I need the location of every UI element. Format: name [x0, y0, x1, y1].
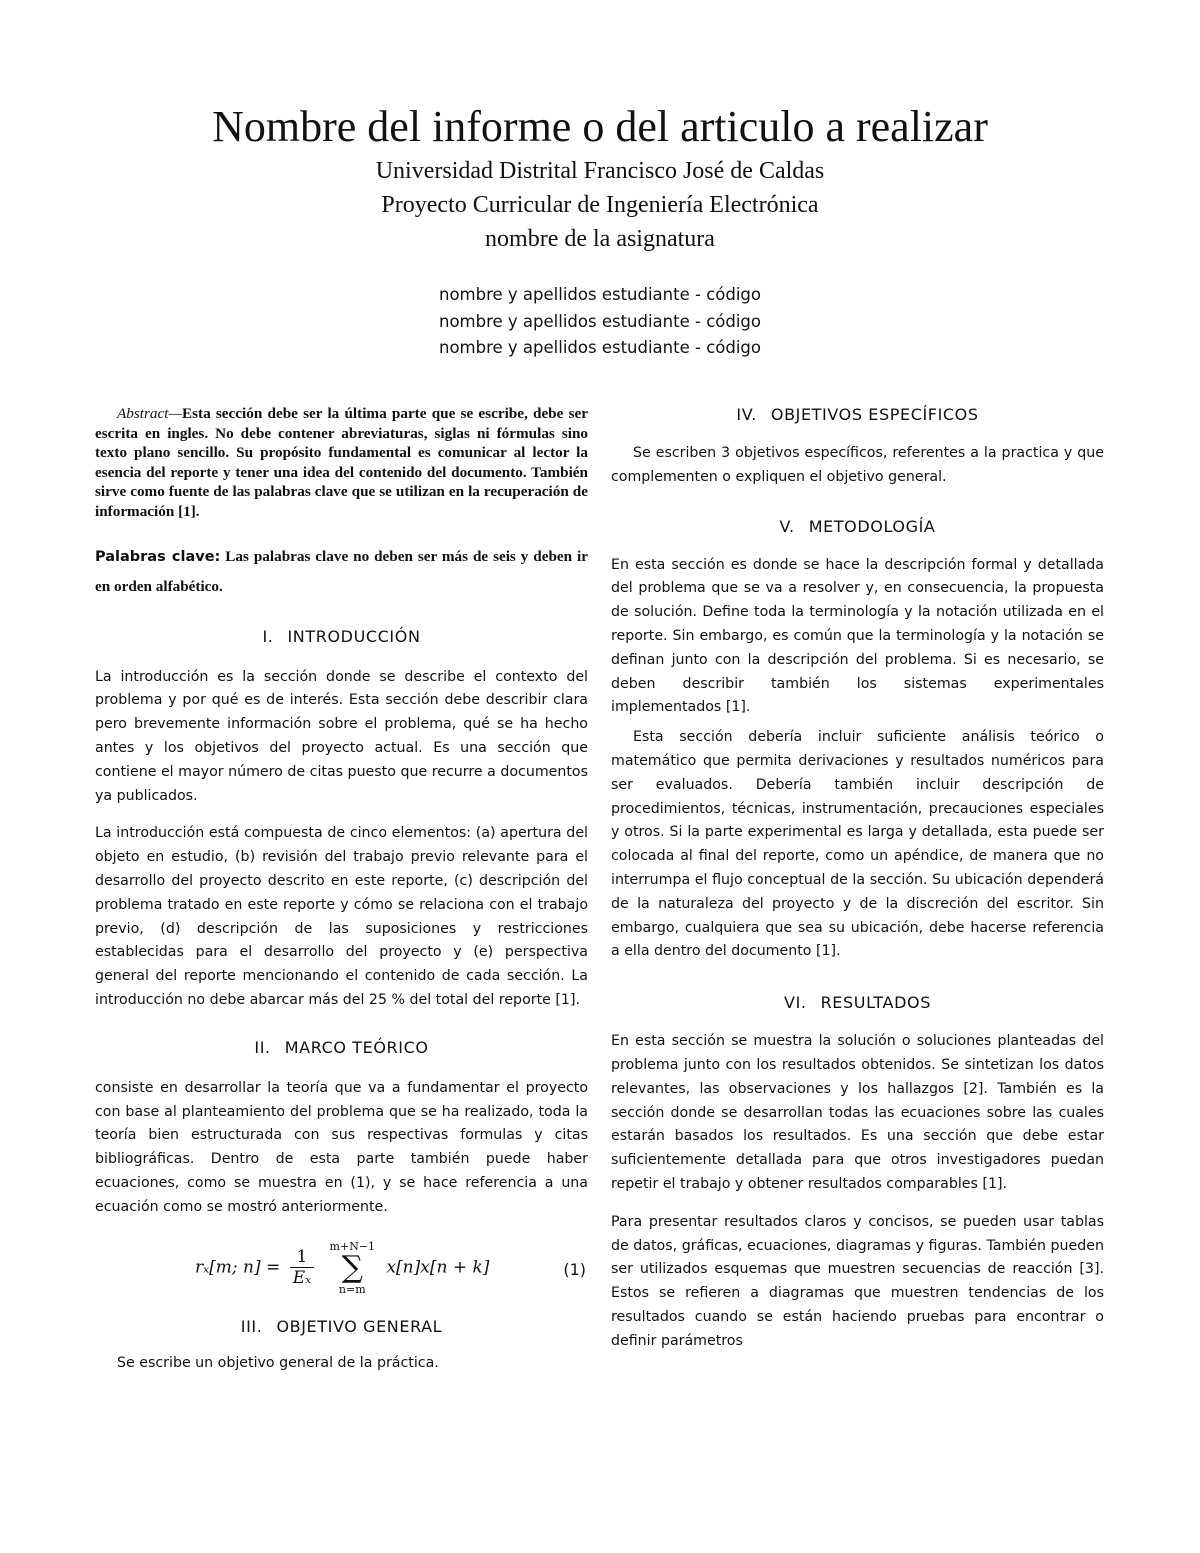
section-number: IV.	[736, 405, 757, 424]
section-heading-metodologia	[611, 516, 1104, 538]
paper-header	[0, 100, 1200, 256]
fraction-denominator: Eₓ	[292, 1268, 312, 1288]
section-title: RESULTADOS	[820, 993, 931, 1013]
metodologia-paragraph-2: Esta sección debería incluir suficiente análisis teórico o matemático que permita derivaciones y resultados numéricos para ser evaluados. Debería también incluir descripción de procedimientos, técnicas, instrumentación, precauciones especiales y otros. Si la parte experimental es larga y detallada, esta puede ser colocada al final del reporte, como un apéndice, de manera que no interrumpa el flujo conceptual de la sección. Su ubicación dependerá de la naturaleza del proyecto y de la discreción del escritor. Sin embargo, cualquiera que sea su ubicación, debe hacerse referencia a ella dentro del documento [1].	[611, 729, 1104, 960]
section-title: INTRODUCCIÓN	[287, 626, 421, 646]
summation	[330, 1240, 376, 1296]
program-name: Proyecto Curricular de Ingeniería Electrónica	[381, 192, 819, 218]
author-1: nombre y apellidos estudiante - código	[439, 285, 761, 304]
author-list	[0, 282, 1200, 362]
section-number: I.	[262, 626, 274, 646]
section-title: OBJETIVO GENERAL	[276, 1316, 443, 1336]
section-number: VI.	[784, 993, 807, 1013]
left-column	[95, 404, 588, 1375]
university-name: Universidad Distrital Francisco José de Caldas	[375, 158, 825, 184]
section-heading-intro	[95, 626, 588, 648]
section-title: MARCO TEÓRICO	[284, 1037, 429, 1057]
resultados-paragraph-1: En esta sección se muestra la solución o soluciones planteadas del problema junto con los resultados obtenidos. Se sintetizan los datos relevantes, las observaciones y los hallazgos [2]. También es la sección donde se desarrollan todas las ecuaciones sobre las cuales estarán basados los resultados. Es una sección que debe estar suficientemente detallada para que otros investigadores puedan repetir el trabajo y obtener resultados comparables [1].	[611, 1033, 1104, 1192]
section-number: V.	[779, 516, 795, 536]
fraction-numerator: 1	[290, 1247, 314, 1268]
intro-paragraph-1: La introducción es la sección donde se describe el contexto del problema y por qué es de interés. Esta sección debe describir clara pero brevemente información sobre el problema, qué se ha hecho antes y los objetivos del proyecto actual. Es una sección que contiene el mayor número de citas puesto que recurre a documentos ya publicados.	[95, 668, 588, 804]
equation-lhs: rₓ[m; n] =	[195, 1257, 281, 1277]
resultados-paragraph-2: Para presentar resultados claros y concisos, se pueden usar tablas de datos, gráficas, ecuaciones, diagramas y figuras. También pueden ser utilizados esquemas que muestren secuencias de reacción [3]. Estos se refieren a diagramas que muestren tendencias de los resultados cuando se están haciendo pruebas para encontrar o definir parámetros	[611, 1213, 1104, 1349]
intro-paragraph-2: La introducción está compuesta de cinco elementos: (a) apertura del objeto en estudio, (b) revisión del trabajo previo relevante para el desarrollo del proyecto descrito en este reporte, (c) descripción del problema tratado en este reporte y cómo se relaciona con el trabajo previo, (d) descripción de las suposiciones y restricciones establecidas para el desarrollo del proyecto y (e) perspectiva general del reporte mencionando el contenido de cada sección. La introducción no debe abarcar más del 25 % del total del reporte [1].	[95, 825, 588, 1008]
course-name: nombre de la asignatura	[485, 226, 715, 252]
abstract-text: Esta sección debe ser la última parte que se escribe, debe ser escrita en ingles. No debe contener abreviaturas, siglas ni fórmulas sino texto plano sencillo. Su propósito fundamental es comunicar al lector la esencia del reporte y tener una idea del contenido del documento. También sirve como fuente de las palabras clave que se utilizan en la recuperación de información [1].	[95, 405, 588, 520]
section-heading-resultados	[611, 992, 1104, 1014]
author-2: nombre y apellidos estudiante - código	[439, 311, 761, 331]
keywords-label: Palabras clave:	[95, 548, 221, 565]
section-heading-marco	[95, 1037, 588, 1059]
section-heading-general	[95, 1316, 588, 1338]
abstract	[95, 404, 588, 522]
sum-upper-limit: m+N−1	[329, 1239, 376, 1253]
general-paragraph-1: Se escribe un objetivo general de la práctica.	[117, 1354, 439, 1371]
section-number: II.	[254, 1037, 271, 1057]
sum-lower-limit: n=m	[338, 1282, 366, 1296]
section-number: III.	[240, 1316, 263, 1336]
equation-body	[195, 1240, 489, 1296]
equation-fraction	[290, 1247, 314, 1288]
section-heading-especificos	[611, 404, 1104, 426]
equation-rhs: x[n]x[n + k]	[386, 1257, 490, 1277]
keywords-text: Las palabras clave no deben ser más de seis y deben ir en orden alfabético.	[95, 547, 588, 595]
section-title: METODOLOGÍA	[808, 516, 936, 536]
equation-1	[95, 1232, 588, 1302]
right-column	[611, 404, 1104, 1354]
paper-title: Nombre del informe o del articulo a realizar	[212, 102, 988, 151]
equation-number: (1)	[563, 1259, 586, 1279]
abstract-label: Abstract—	[117, 405, 182, 422]
marco-paragraph-1: consiste en desarrollar la teoría que va a fundamentar el proyecto con base al planteamiento del problema que se ha realizado, toda la teoría bien estructurada con sus respectivas formulas y citas bibliográficas. Dentro de esta parte también puede haber ecuaciones, como se muestra en (1), y se hace referencia a una ecuación como se mostró anteriormente.	[95, 1079, 588, 1215]
section-title: OBJETIVOS ESPECÍFICOS	[770, 405, 979, 424]
sigma-symbol: ∑	[341, 1249, 363, 1285]
especificos-paragraph-1: Se escriben 3 objetivos específicos, referentes a la practica y que complementen o expliquen el objetivo general.	[611, 445, 1104, 485]
keywords	[95, 542, 588, 602]
metodologia-paragraph-1: En esta sección es donde se hace la descripción formal y detallada del problema que se va a resolver y, en consecuencia, la propuesta de solución. Define toda la terminología y la notación utilizada en el reporte. Sin embargo, es común que la terminología y la notación se definan junto con la descripción del problema. Si es necesario, se deben describir también los sistemas experimentales implementados [1].	[611, 556, 1104, 716]
author-3: nombre y apellidos estudiante - código	[439, 338, 761, 357]
